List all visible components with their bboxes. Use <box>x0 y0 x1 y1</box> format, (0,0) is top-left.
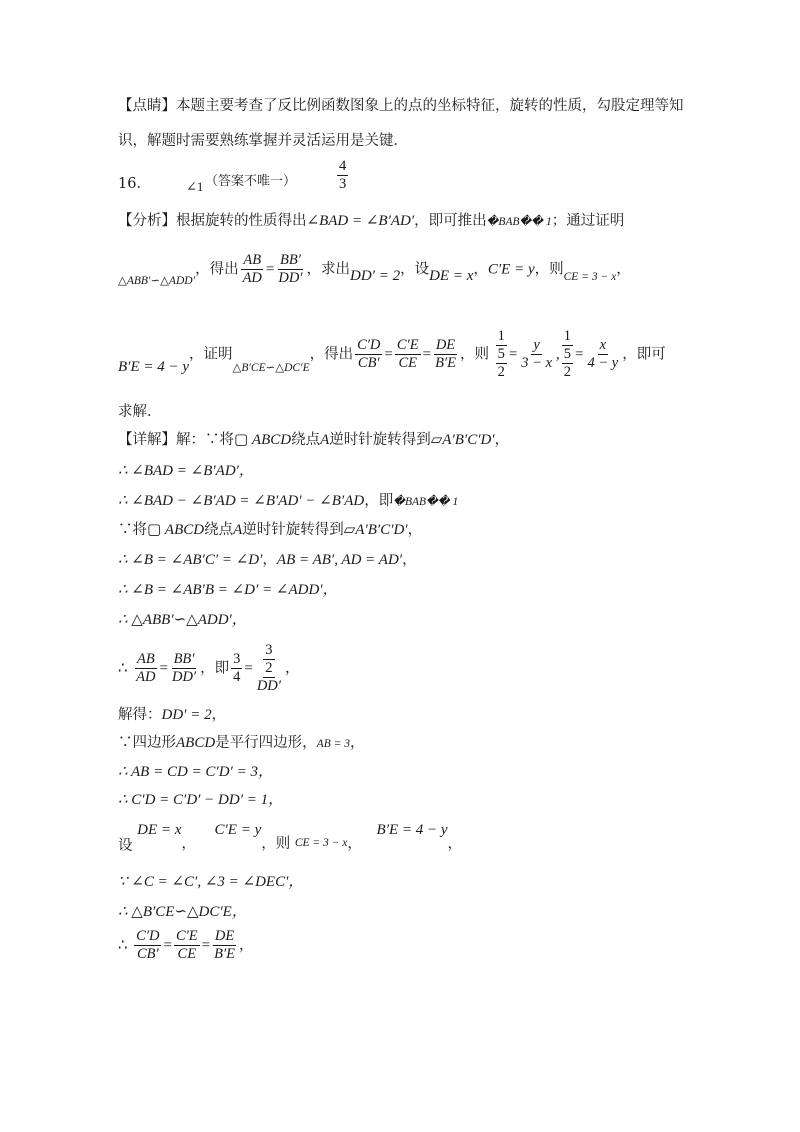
detail-text: ，即 <box>200 660 230 677</box>
analysis-text: 求解． <box>118 404 162 420</box>
frac-num: 5 <box>497 346 505 362</box>
detail-text: ∵四边形 <box>118 735 176 751</box>
frac-num: BB′ <box>173 651 195 667</box>
math-expr: AB = AB′, AD = AD′ <box>276 552 403 568</box>
analysis-text: ；通过证明 <box>551 213 625 229</box>
problem-number: 16． <box>118 176 151 192</box>
math-expr: B′E = 4 − y <box>118 358 190 375</box>
detail-line-5 <box>118 550 417 570</box>
analysis-line-3: B′E = 4 − y，证明$_{\triangle B'CE∽\triangle DC'E}$，得出 $\frac{C'D}{CB'}$ = $\frac{C'E}{CE}$ = $\frac{DE}{B'E}$ ，则 $\frac{1}{\frac{5}{2}}$ = $\frac{y}{3 - x}$ , $\frac{1}{\frac{5}{2}}$ = $\frac{x}{4 - y}$ ，即可 <box>118 328 666 380</box>
frac-num: AB <box>136 651 155 667</box>
frac-num: C′D <box>357 337 381 353</box>
detail-text: ，则 <box>261 836 291 852</box>
frac-den: CB′ <box>136 946 159 962</box>
math-expr: C′E = y <box>487 261 535 278</box>
detail-text: ，即 <box>364 493 394 509</box>
detail-text: 设 <box>118 838 133 854</box>
detail-line-10 <box>118 733 364 754</box>
math-expr: ∠BAD = ∠B′AD′ <box>306 213 415 229</box>
frac-den: 2 <box>265 660 273 676</box>
frac-den: 2 <box>563 364 572 380</box>
detail-text: ， <box>211 707 227 723</box>
detail-text: 绕点 <box>291 432 321 448</box>
detail-text: 逆时针旋转得到 <box>242 522 344 538</box>
detail-text: ， <box>239 937 254 954</box>
math-expr: ▢ ABCD <box>147 522 205 538</box>
math-expr: ▱A′B′C′D′ <box>430 432 495 448</box>
frac-num: C′E <box>396 337 419 353</box>
analysis-text: ，求出 <box>306 261 351 278</box>
math-expr: ▱A′B′C′D′ <box>343 522 408 538</box>
detail-tag: 【详解】 <box>118 432 176 448</box>
frac-num: y <box>533 337 540 353</box>
comment-text-2: 识，解题时需要熟练掌握并灵活运用是关键． <box>118 133 408 149</box>
math-expr: ∴ ∠BAD − ∠B′AD = ∠B′AD′ − ∠B′AD <box>118 493 365 509</box>
math-expr: ∴ ∠B = ∠AB′C′ = ∠D′ <box>118 552 263 568</box>
detail-text: 解得： <box>118 707 162 723</box>
detail-line-14: ∵ ∠C = ∠C′, ∠3 = ∠DEC′， <box>118 874 304 890</box>
detail-text: 绕点 <box>204 522 234 538</box>
therefore-symbol: ∴ <box>118 937 128 954</box>
detail-line-15: ∴ △B′CE∽△DC′E， <box>118 904 247 920</box>
frac-num: x <box>599 337 607 353</box>
detail-text: ， <box>349 735 365 751</box>
frac-num: 3 <box>265 642 273 658</box>
frac-den: DD′ <box>278 270 303 286</box>
frac-num: BB′ <box>280 252 301 268</box>
detail-text: 解：∵将 <box>176 432 234 448</box>
detail-text: ， <box>447 836 463 852</box>
detail-line-8: ∴ $\frac{AB}{AD}$ = $\frac{BB'}{DD'}$ ，即 $\frac{3}{4}$ = $\frac{\frac{3}{2}}{DD'}$ ， <box>118 642 300 694</box>
math-expr: CE = 3 − x <box>563 270 617 283</box>
analysis-text: ，则 <box>459 346 489 363</box>
comment-text-1: 本题主要考查了反比例函数图象上的点的坐标特征，旋转的性质，勾股定理等知 <box>176 98 684 114</box>
math-expr: AB = 3 <box>316 738 350 750</box>
frac-den: CB′ <box>357 355 380 371</box>
analysis-line-2: $_{\triangle ABB'∽\triangle ADD'}$，得出 $\frac{AB}{AD}$ = $\frac{BB'}{DD'}$ ，求出DD′ = 2，设DE = x，C′E = y，则$_{CE = 3 - x}$， <box>118 252 631 287</box>
math-expr: ▢ ABCD <box>234 432 292 448</box>
frac-num: 3 <box>233 651 241 667</box>
frac-den: 3 − x <box>521 355 553 371</box>
detail-line-16: ∴ $\frac{C'D}{CB'}$ = $\frac{C'E}{CE}$ = $\frac{DE}{B'E}$ ， <box>118 928 254 962</box>
frac-den: B′E <box>214 946 236 962</box>
frac-num: C′E <box>175 928 198 944</box>
detail-line-1 <box>118 430 509 450</box>
frac-num: 5 <box>563 346 572 362</box>
math-expr: B′E = 4 − y <box>376 822 448 838</box>
detail-line-13 <box>118 820 463 854</box>
angle-answer: ∠1 <box>186 179 204 194</box>
comment-line-2 <box>118 131 408 151</box>
frac-den: AD <box>242 270 262 286</box>
analysis-tag: 【分析】 <box>118 213 176 229</box>
detail-text: ， <box>407 522 423 538</box>
detail-text: ， <box>181 836 196 852</box>
analysis-text: 根据旋转的性质得出 <box>176 213 307 229</box>
detail-line-4 <box>118 520 422 540</box>
detail-line-2: ∴ ∠BAD = ∠B′AD′， <box>118 463 254 479</box>
detail-line-3 <box>118 491 458 512</box>
frac-den: CE <box>398 355 417 371</box>
detail-text: ， <box>262 552 277 568</box>
math-expr: ABCD <box>176 735 216 751</box>
analysis-text: ，即可推出 <box>414 213 487 229</box>
math-expr: DD′ = 2 <box>350 267 401 284</box>
detail-line-9 <box>118 705 226 725</box>
frac-den: 4 − y <box>587 355 619 371</box>
frac-num: C′D <box>136 928 160 944</box>
detail-text: ， <box>494 432 510 448</box>
math-expr: A <box>233 522 243 538</box>
math-expr: △B′CE∽△DC′E <box>232 361 310 374</box>
math-expr: DE = x <box>429 267 474 284</box>
therefore-symbol: ∴ <box>118 660 128 677</box>
answer-value-num: 4 <box>339 158 347 174</box>
detail-line-6: ∴ ∠B = ∠AB′B = ∠D′ = ∠ADD′， <box>118 582 338 598</box>
garbled-expr: �BAB�� 1 <box>393 496 459 508</box>
analysis-line-4 <box>118 402 162 422</box>
detail-text: ∵将 <box>118 522 147 538</box>
analysis-text: ，证明 <box>189 346 233 363</box>
analysis-text: ，设 <box>400 261 430 278</box>
frac-den: 2 <box>497 364 505 380</box>
math-expr: △ABB′∽△ADD′ <box>118 274 196 287</box>
frac-den: 4 <box>233 669 241 685</box>
frac-den: B′E <box>435 355 456 371</box>
math-expr: A <box>320 432 330 448</box>
comment-line-1 <box>118 96 684 116</box>
frac-num: DE <box>214 928 235 944</box>
analysis-line-1 <box>118 211 624 232</box>
detail-line-12: ∴ C′D = C′D′ − DD′ = 1， <box>118 792 284 808</box>
answer-value-den: 3 <box>339 176 347 192</box>
analysis-text: ，得出 <box>309 346 354 363</box>
frac-den: DD′ <box>256 678 281 694</box>
detail-line-11: ∴ AB = CD = C′D′ = 3， <box>118 764 273 780</box>
frac-num: 1 <box>563 328 572 344</box>
math-expr: DD′ = 2 <box>161 707 212 723</box>
answer-note: （答案不唯一） <box>205 174 297 189</box>
detail-text: ， <box>402 552 417 568</box>
frac-den: AD <box>136 669 156 685</box>
analysis-text: ，则 <box>534 261 564 278</box>
frac-den: CE <box>177 946 197 962</box>
detail-text: ， <box>284 660 300 677</box>
detail-text: ， <box>347 836 362 852</box>
math-expr: CE = 3 − x <box>294 837 348 849</box>
frac-den: DD′ <box>171 669 197 685</box>
frac-num: DE <box>435 337 456 353</box>
analysis-text: ，得出 <box>195 261 239 278</box>
math-expr: DE = x <box>137 822 182 838</box>
comment-tag: 【点睛】 <box>118 98 176 114</box>
detail-line-7: ∴ △ABB′∽△ADD′， <box>118 612 247 628</box>
detail-text: 逆时针旋转得到 <box>329 432 431 448</box>
garbled-expr: �BAB�� 1 <box>486 216 552 228</box>
answer-value <box>335 158 350 193</box>
math-expr: C′E = y <box>214 822 262 838</box>
frac-num: AB <box>243 252 262 268</box>
analysis-text: ，即可 <box>622 346 666 363</box>
frac-num: 1 <box>497 328 505 344</box>
detail-text: 是平行四边形， <box>215 735 317 751</box>
